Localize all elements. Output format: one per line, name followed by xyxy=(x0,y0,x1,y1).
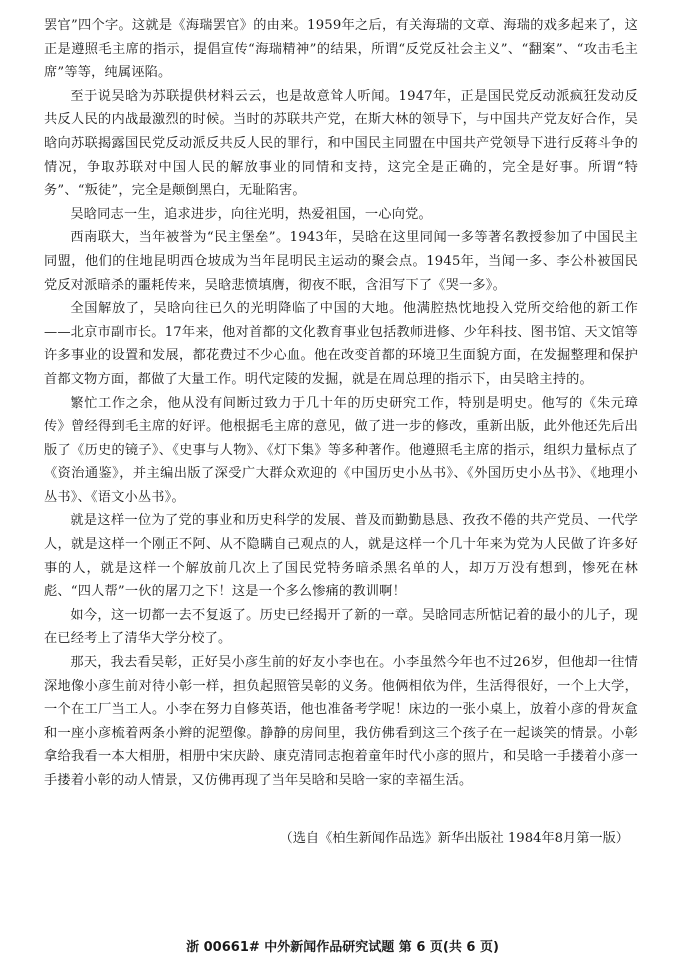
article-body xyxy=(44,14,638,793)
paragraph-continued: 罢官”四个字。这就是《海瑞罢官》的由来。1959年之后，有关海瑞的文章、海瑞的戏多起来了，这正是遵照毛主席的指示，提倡宣传“海瑞精神”的结果，所谓“反党反社会主义”、“翻案”、“攻击毛主席”等等，纯属诬陷。 xyxy=(44,18,638,81)
paragraph: 西南联大，当年被誉为“民主堡垒”。1943年，吴晗在这里同闻一多等著名教授参加了中国民主同盟，他们的住地昆明西仓坡成为当年昆明民主运动的聚会点。1945年，当闻一多、李公朴被国民党反对派暗杀的噩耗传来，吴晗悲愤填膺，彻夜不眠，含泪写下了《哭一多》。 xyxy=(44,230,638,293)
paragraph: 就是这样一位为了党的事业和历史科学的发展、普及而勤勤恳恳、孜孜不倦的共产党员、一代学人，就是这样一个刚正不阿、从不隐瞒自己观点的人，就是这样一个几十年来为党为人民做了许多好事的人，就是这样一个解放前几次上了国民党特务暗杀黑名单的人，却万万没有想到，惨死在林彪、“四人帮”一伙的屠刀之下！这是一个多么惨痛的教训啊！ xyxy=(44,513,638,600)
paragraph: 全国解放了，吴晗向往已久的光明降临了中国的大地。他满腔热忱地投入党所交给他的新工作——北京市副市长。17年来，他对首都的文化教育事业包括教师进修、少年科技、图书馆、天文馆等许多事业的设置和发展，都花费过不少心血。他在改变首都的环境卫生面貌方面，在发掘整理和保护首都文物方面，都做了大量工作。明代定陵的发掘，就是在周总理的指示下，由吴晗主持的。 xyxy=(44,301,638,387)
paragraph: 繁忙工作之余，他从没有间断过致力于几十年的历史研究工作，特别是明史。他写的《朱元璋传》曾经得到毛主席的好评。他根据毛主席的意见，做了进一步的修改，重新出版，此外他还先后出版了《历史的镜子》、《史事与人物》、《灯下集》等多种著作。他遵照毛主席的指示，组织力量标点了《资治通鉴》，并主编出版了深受广大群众欢迎的《中国历史小丛书》、《外国历史小丛书》、《地理小丛书》、《语文小丛书》。 xyxy=(44,395,638,505)
paragraph: 至于说吴晗为苏联提供材料云云，也是故意耸人听闻。1947年，正是国民党反动派疯狂发动反共反人民的内战最激烈的时候。当时的苏联共产党，在斯大林的领导下，与中国共产党友好合作，吴晗向苏联揭露国民党反动派反共反人民的罪行，和中国民主同盟在中国共产党领导下进行反蒋斗争的情况，争取苏联对中国人民的解放事业的同情和支持，这完全是正确的，完全是好事。所谓“特务”、“叛徒”，完全是颠倒黑白，无耻陷害。 xyxy=(44,88,638,199)
paragraph: 如今，这一切都一去不复返了。历史已经揭开了新的一章。吴晗同志所惦记着的最小的儿子，现在已经考上了清华大学分校了。 xyxy=(44,607,638,647)
paragraph: 那天，我去看吴彰，正好吴小彦生前的好友小李也在。小李虽然今年也不过26岁，但他却一往情深地像小彦生前对待小彰一样，担负起照管吴彰的义务。他俩相依为伴，生活得很好，一个上大学，一个在工厂当工人。小李在努力自修英语，他也准备考学呢！床边的一张小桌上，放着小彦的骨灰盒和一座小彦梳着两条小辫的泥塑像。静静的房间里，我仿佛看到这三个孩子在一起谈笑的情景。小彰拿给我看一本大相册，相册中宋庆龄、康克清同志抱着童年时代小彦的照片，和吴晗一手搂着小彦一手搂着小彰的动人情景，又仿佛再现了当年吴晗和吴晗一家的幸福生活。 xyxy=(44,655,638,788)
page-footer: 浙 00661# 中外新闻作品研究试题 第 6 页(共 6 页) xyxy=(186,940,499,955)
source-citation: （选自《柏生新闻作品选》新华出版社 1984年8月第一版） xyxy=(279,831,629,846)
paragraph: 吴晗同志一生，追求进步，向往光明，热爱祖国，一心向党。 xyxy=(70,206,432,222)
